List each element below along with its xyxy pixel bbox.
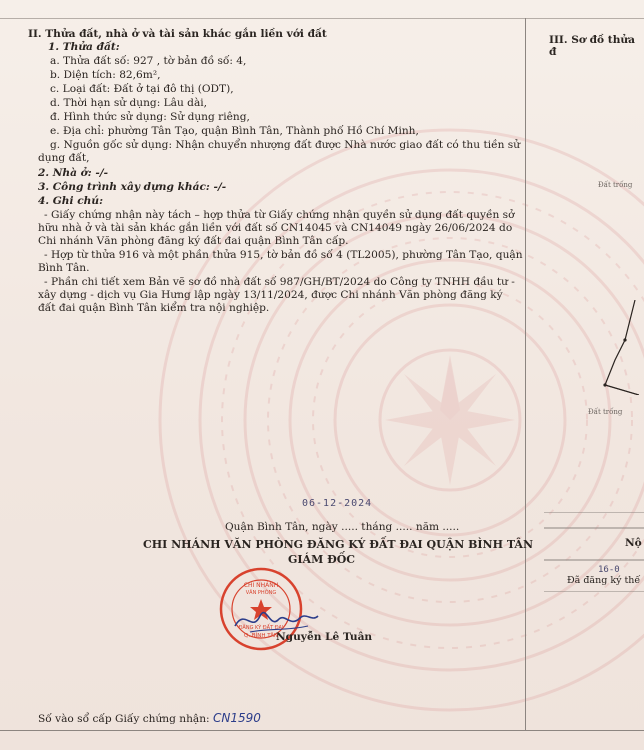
certificate-register-label: Số vào sổ cấp Giấy chứng nhận:	[38, 713, 213, 725]
note-line: - Giấy chứng nhận này tách – hợp thửa từ Giấy chứng nhận quyền sử dụng đất quyền sở	[44, 209, 515, 221]
note-line: - Phần chi tiết xem Bản vẽ sơ đồ nhà đất số 987/GH/BT/2024 do Công ty TNHH đầu tư -	[44, 276, 515, 288]
land-item: c. Loại đất: Đất ở tại đô thị (ODT),	[50, 83, 234, 95]
land-item: đ. Hình thức sử dụng: Sử dụng riêng,	[50, 111, 250, 123]
land-item: e. Địa chỉ: phường Tân Tạo, quận Bình Tân, Thành phố Hồ Chí Minh,	[50, 125, 419, 137]
certificate-number: CN1590	[212, 711, 261, 725]
registration-box-note: Đã đăng ký thế	[567, 575, 641, 586]
land-item: dụng đất,	[38, 152, 90, 164]
notes-title: 4. Ghi chú:	[38, 195, 103, 207]
plot-label-bottom: Đất trống	[588, 408, 623, 416]
svg-text:CHI NHÁNH: CHI NHÁNH	[243, 582, 279, 589]
column-divider	[525, 18, 526, 730]
director-title: GIÁM ĐỐC	[288, 553, 356, 566]
land-item: g. Nguồn gốc sử dụng: Nhận chuyển nhượng đất được Nhà nước giao đất có thu tiền sử	[50, 139, 521, 151]
land-item: d. Thời hạn sử dụng: Lâu dài,	[50, 97, 208, 109]
issuing-office: CHI NHÁNH VĂN PHÒNG ĐĂNG KÝ ĐẤT ĐAI QUẬN BÌNH TÂN	[143, 538, 534, 551]
stamp-date: 06-12-2024	[302, 498, 373, 509]
works-line: 3. Công trình xây dựng khác: -/-	[38, 181, 227, 193]
place-date: Quận Bình Tân, ngày ..... tháng ..... năm .....	[225, 521, 460, 533]
certificate-register-line	[38, 711, 261, 725]
svg-text:ĐĂNG KÝ ĐẤT ĐAI: ĐĂNG KÝ ĐẤT ĐAI	[238, 625, 284, 631]
land-title: 1. Thửa đất:	[48, 41, 120, 53]
plot-sketch	[595, 300, 639, 395]
note-line: Chi nhánh Văn phòng đăng ký đất đai quận Bình Tân cấp.	[38, 235, 349, 247]
bottom-border	[0, 730, 644, 731]
plot-label-top: Đất trống	[598, 181, 633, 189]
registration-box-date: 16-0	[598, 565, 620, 575]
house-line: 2. Nhà ở: -/-	[38, 167, 109, 179]
note-line: đất đai quận Bình Tân kiểm tra nội nghiệp.	[38, 302, 270, 314]
registration-box-header: Nộ	[625, 537, 642, 549]
svg-text:VĂN PHÒNG: VĂN PHÒNG	[245, 590, 277, 596]
land-item: a. Thửa đất số: 927 , tờ bản đồ số: 4,	[50, 55, 247, 67]
land-item: b. Diện tích: 82,6m²,	[50, 69, 161, 81]
svg-text:Q. BÌNH TÂN: Q. BÌNH TÂN	[243, 633, 279, 639]
section-heading: II. Thửa đất, nhà ở và tài sản khác gắn liền với đất	[28, 28, 327, 40]
note-line: - Hợp từ thửa 916 và một phần thửa 915, tờ bản đồ số 4 (TL2005), phường Tân Tạo, quận	[44, 249, 523, 261]
note-line: hữu nhà ở và tài sản khác gắn liền với đất số CN14045 và CN14049 ngày 26/06/2024 do	[38, 222, 513, 234]
note-line: Bình Tân.	[38, 262, 90, 274]
top-border	[0, 18, 644, 19]
section-iii-title: III. Sơ đồ thửa đ	[549, 34, 635, 58]
signer-name: Nguyễn Lê Tuân	[276, 631, 373, 643]
note-line: xây dựng - dịch vụ Gia Hưng lập ngày 13/11/2024, được Chi nhánh Văn phòng đăng ký	[38, 289, 503, 301]
